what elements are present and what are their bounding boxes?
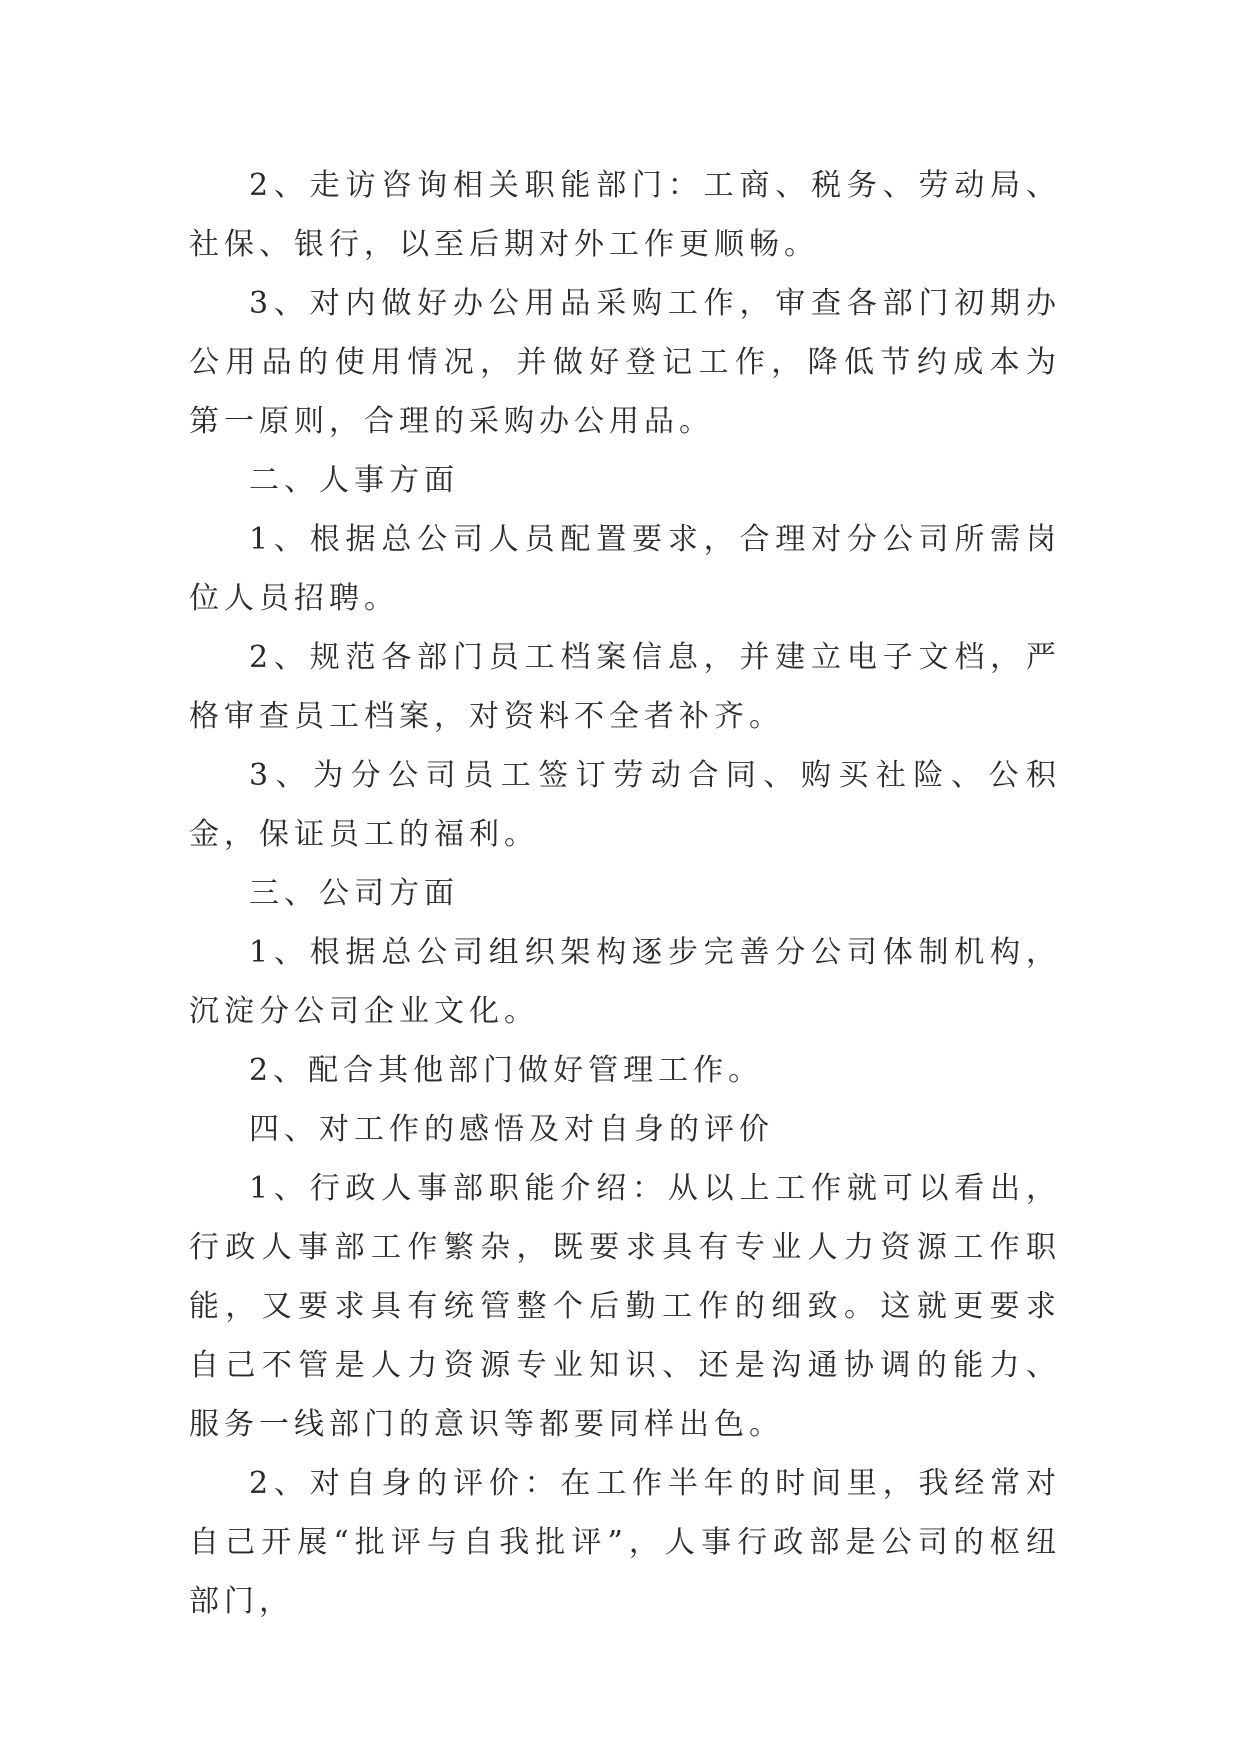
paragraph-labor-contracts: 3、为分公司员工签订劳动合同、购买社险、公积金，保证员工的福利。	[189, 758, 1061, 852]
paragraph-employee-files: 2、规范各部门员工档案信息，并建立电子文档，严格审查员工档案，对资料不全者补齐。	[189, 640, 1061, 734]
document-body	[189, 156, 1061, 1631]
heading-personnel: 二、人事方面	[249, 463, 459, 498]
paragraph-organization: 1、根据总公司组织架构逐步完善分公司体制机构，沉淀分公司企业文化。	[189, 935, 1061, 1029]
paragraph-visit-departments: 2、走访咨询相关职能部门：工商、税务、劳动局、社保、银行，以至后期对外工作更顺畅。	[189, 168, 1061, 262]
paragraph-office-supplies: 3、对内做好办公用品采购工作，审查各部门初期办公用品的使用情况，并做好登记工作，降低节约成本为第一原则，合理的采购办公用品。	[189, 286, 1061, 439]
paragraph-self-evaluation: 2、对自身的评价：在工作半年的时间里，我经常对自己开展“批评与自我批评”，人事行政部是公司的枢纽部门，	[189, 1466, 1061, 1619]
paragraph-management: 2、配合其他部门做好管理工作。	[249, 1053, 764, 1088]
heading-company: 三、公司方面	[249, 876, 459, 911]
heading-reflection: 四、对工作的感悟及对自身的评价	[249, 1112, 774, 1147]
paragraph-department-intro: 1、行政人事部职能介绍：从以上工作就可以看出，行政人事部工作繁杂，既要求具有专业人力资源工作职能，又要求具有统管整个后勤工作的细致。这就更要求自己不管是人力资源专业知识、还是沟通协调的能力、服务一线部门的意识等都要同样出色。	[189, 1171, 1061, 1442]
paragraph-recruitment: 1、根据总公司人员配置要求，合理对分公司所需岗位人员招聘。	[189, 522, 1061, 616]
